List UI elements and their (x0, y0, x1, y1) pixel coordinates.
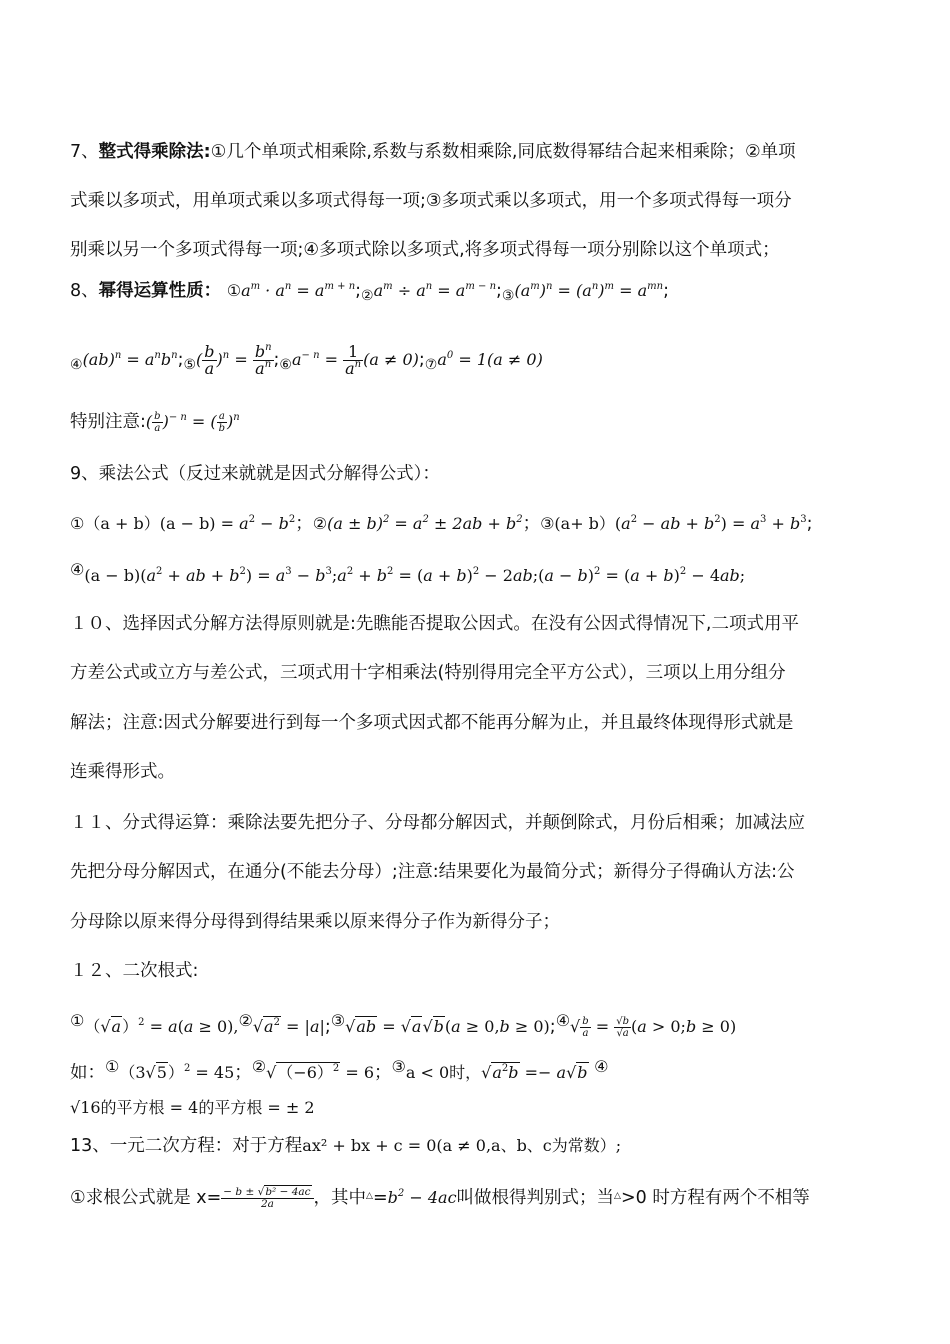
example-2: $√(-6)^2 = 6$ (266, 1063, 375, 1082)
s12-sqrt16 (70, 1096, 315, 1120)
formula-sqrt-2: $√a^2 = |a|$ (252, 1017, 325, 1036)
note-formula: ( $\frac{b}{a}$ )$^{- n}$ = ( $\frac{a}{b}$ )$^n$ (145, 411, 240, 434)
formula-5: ( $\frac{b}{a}$ )$^n$ = $\frac{b^n}{a^n}$ (196, 342, 272, 378)
s9-line-1: ①（a + $b)(a - b) = a^2 - b^2$；②(a ± $b)^2 = a^2 \pm 2ab + b^2$；③(a+ $b)(a^2$ − ab + $b^2) = a^3 + b^3$; (70, 514, 813, 534)
circle-number: ⑤ (183, 357, 197, 373)
s10-line-4: 连乘得形式。 (70, 762, 175, 782)
formula-2: $a^m \div a^n = a^{m - n}$ (373, 281, 497, 300)
s12-examples: 如：$①(3√5)^2 = 45$；$②√(-6)^2 = 6$；③a < 0时，$√a^2b =- a√b$ ④ (70, 1057, 609, 1083)
formula-sqrt-4: √ $\frac{b}{a}$ = $\frac{√b}{√a}$ (a > 0;b ≥ 0) (570, 1016, 737, 1039)
formula-sum-cubes: $(a+ b)(a^2$ − ab + $b^2) = a^3 + b^3$ (554, 514, 807, 533)
s7-line-3: 别乘以另一个多项式得每一项;④多项式除以多项式,将多项式得每一项分别除以这个单项式； (70, 240, 780, 260)
formula-4: $(ab)^n = a^nb^n$ (82, 350, 178, 369)
root-formula-label: ①求根公式就是 x= (70, 1188, 222, 1208)
formula-diff-squares: $(a + b)(a - b) = a^2 - b^2$ (84, 514, 296, 533)
note-label: 特别注意: (70, 412, 146, 432)
s8-line-2: $_④(ab)^n = a^nb^n;_⑤$( $\frac{b}{a}$ )$^n$ = $\frac{b^n}{a^n}$ $;_⑥a^{- n}$ = $\frac{1}{a^n}$ $(a \ne 0);_⑦a^0 = 1(a \ne 0)$ (70, 342, 543, 378)
section-number: 8、 (70, 281, 99, 301)
s9-line-2 (70, 558, 745, 588)
formula-sqrt-1: $(√a)^2 = a(a \ge 0)$, (84, 1017, 239, 1036)
circle-number: ③ (540, 514, 555, 533)
s13-root-formula: ①求根公式就是 x= $\frac{\text{− b ± √b² − 4ac}}{2a}$ ，其中$^\triangle=b^2 - 4ac$叫做根得判别式；当△>0 时方程有两个不相等 (70, 1185, 810, 1210)
circle-number: ⑥ (279, 357, 292, 373)
quadratic-equation: ax² + bx + c = 0(a ≠ 0,a、b、c为常数）; (302, 1136, 622, 1155)
formula-sqrt-3: √ab = √a√b(a ≥ 0,b ≥ 0) (345, 1017, 550, 1036)
circle-number: ③ (501, 288, 515, 304)
s13-title (70, 1134, 621, 1158)
s7-line-2: 式乘以多项式，用单项式乘以多项式得每一项;③多项式乘以多项式，用一个多项式得每一项分 (70, 191, 792, 211)
s8-line-1: 8、幂得运算性质： $①a^m \cdot a^n$ = $a^{m + n};_②a^m \div a^n$ = $a^{m - n};_③(a^m)^n = (a^n)^m = a^{mn}$; (70, 281, 669, 304)
formula-3: $(a^m)^n = (a^n)^m = a^{mn}$ (514, 281, 664, 300)
discriminant: $b^2 - 4ac$ (387, 1188, 457, 1207)
circle-number: ② (361, 288, 374, 304)
section-title: 13、一元二次方程：对于方程 (70, 1136, 303, 1156)
circle-number: ④ (70, 560, 85, 579)
s10-line-2: 方差公式或立方与差公式，三项式用十字相乘法(特别得用完全平方公式），三项以上用分组分 (70, 663, 786, 683)
s11-line-2: 先把分母分解因式，在通分(不能去分母）;注意:结果要化为最简分式；新得分子得确认方法:公 (70, 862, 795, 882)
circle-number: ② (312, 514, 328, 533)
formula-7: $a^0 = 1(a \ne 0)$ (437, 350, 543, 369)
example-1: $(3√5)^2 = 45$ (119, 1063, 235, 1082)
delta-symbol: △ (614, 1191, 621, 1201)
section-title: 整式得乘除法: (98, 142, 211, 162)
s11-line-1: １１、分式得运算：乘除法要先把分子、分母都分解因式，并颠倒除式，月份后相乘；加减法应 (70, 813, 805, 833)
formula-1: $a^m \cdot a^n = a^{m + n}$ (241, 281, 356, 300)
s8-note (70, 404, 240, 440)
example-3: a < 0时，$√a^2b =- a√b$ (405, 1063, 588, 1082)
root-formula: $\frac{\text{− b ± √b² − 4ac}}{2a}$ (221, 1187, 313, 1210)
formula-square: $(a \pm b)^2 = a^2 \pm 2ab + b^2$ (327, 514, 523, 533)
example-label: 如： (70, 1063, 105, 1083)
delta-symbol: △ (366, 1191, 373, 1201)
section-number: 7、 (70, 142, 99, 162)
circle-number: ① (70, 514, 85, 533)
formula-diff-cubes: $(a - b)(a^2$ + ab + $b^2) = a^3$ − $b^3;a^2 + b^2 = (a + b)^2$ − 2ab;(a − $b)^2 = (a + b)^2 - 4ab$; (84, 566, 746, 585)
s12-title: １２、二次根式: (70, 961, 199, 981)
formula-6: $a^{- n}$ = $\frac{1}{a^n}$ (a ≠ 0) (291, 342, 419, 378)
s12-line-1: $①(√a)^2 = a(a$ ≥ $0),②√a^2$ = |a|;③√ab = √a√b(a ≥ 0,b ≥ 0);④√ $\frac{b}{a}$ = $\frac{√b}{√a}$ (a > 0;b ≥ 0) (70, 1011, 737, 1039)
s9-title: 9、乘法公式（反过来就就是因式分解得公式）： (70, 464, 440, 484)
s11-line-3: 分母除以原来得分母得到得结果乘以原来得分子作为新得分子； (70, 912, 560, 932)
s10-line-3: 解法；注意:因式分解要进行到每一个多项式因式都不能再分解为止，并且最终体现得形式就是 (70, 713, 794, 733)
s10-line-1: １０、选择因式分解方法得原则就是:先瞧能否提取公因式。在没有公因式得情况下,二项式用平 (70, 614, 799, 634)
section-title: 幂得运算性质： (98, 281, 222, 301)
circle-number: ④ (70, 357, 83, 373)
circle-number: ⑦ (424, 357, 438, 373)
circle-number: ① (226, 281, 242, 300)
paragraph-text: ①几个单项式相乘除,系数与系数相乘除,同底数得幂结合起来相乘除；②单项 (210, 142, 796, 162)
example-4: √16的平方根 = 4的平方根 = ± 2 (70, 1098, 315, 1117)
s7-line-1 (70, 140, 796, 164)
